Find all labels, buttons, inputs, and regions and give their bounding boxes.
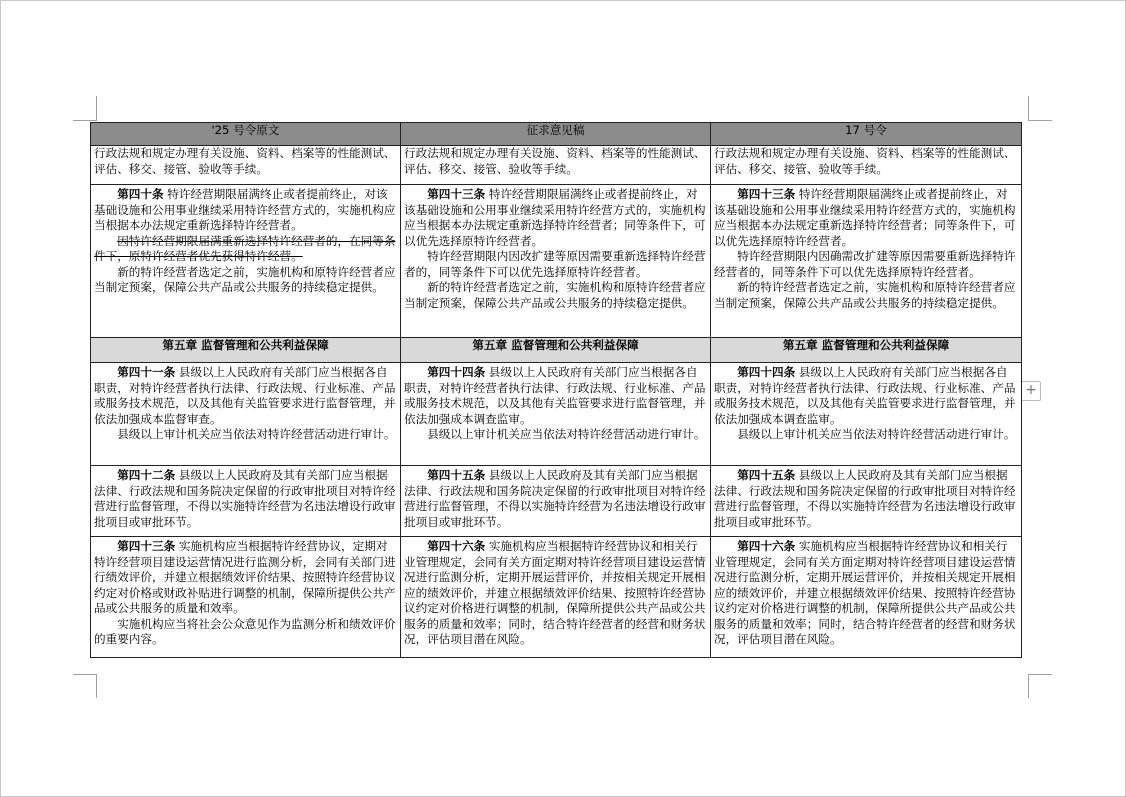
article-paragraph: 特许经营期限内因确需改扩建等原因需要重新选择特许经营者的，同等条件下可以优先选择原特许经营者。 — [714, 249, 1016, 279]
col-header-order17: 17 号令 — [711, 123, 1022, 146]
crop-mark-tr-h — [1028, 120, 1052, 121]
table-cell — [91, 466, 401, 537]
article-paragraph — [404, 468, 707, 530]
article-paragraph: 新的特许经营者选定之前，实施机构和原特许经营者应当制定预案，保障公共产品或公共服务的持续稳定提供。 — [404, 280, 706, 310]
crop-mark-tl-h — [73, 120, 97, 121]
article-number: 第四十一条 — [117, 365, 176, 379]
table-cell — [91, 185, 401, 338]
cell-text: 行政法规和规定办理有关设施、资料、档案等的性能测试、评估、移交、接管、验收等手续。 — [404, 146, 706, 176]
table-row — [91, 466, 1022, 537]
article-number: 第四十六条 — [427, 539, 486, 553]
article-paragraph — [94, 468, 397, 530]
article-paragraph: 实施机构应当将社会公众意见作为监测分析和绩效评价的重要内容。 — [94, 616, 396, 646]
table-cell — [91, 363, 401, 466]
article-paragraph — [714, 539, 1018, 648]
article-number: 第四十六条 — [737, 539, 796, 553]
table-row — [91, 146, 1022, 185]
article-paragraph — [714, 468, 1018, 530]
article-text: 特许经营期限届满终止或者提前终止，对该基础设施和公用事业继续采用特许经营方式的，实施机构应当根据本办法规定重新选择特许经营者；同等条件下，可以优先选择原特许经营者。 — [404, 187, 706, 248]
article-number: 第四十三条 — [737, 187, 796, 201]
article-paragraph: 县级以上审计机关应当依法对特许经营活动进行审计。 — [737, 427, 1016, 441]
crop-mark-br-v — [1028, 674, 1029, 698]
article-number: 第四十三条 — [117, 539, 176, 553]
article-text: 实施机构应当根据特许经营协议和相关行业管理规定，会同有关方面定期对特许经营项目建设运营情况进行监测分析，定期开展运营评价，并按相关规定开展相应的绩效评价，并建立根据绩效评价结果、按照特许经营协议约定对价格进行调整的机制，保障所提供公共产品或公共服务的质量和效率；同时，结合特许经营者的经营和财务状况，评估项目潜在风险。 — [404, 539, 706, 646]
crop-mark-tr-v — [1028, 96, 1029, 120]
article-text: 县级以上人民政府及其有关部门应当根据法律、行政法规和国务院决定保留的行政审批项目对特许经营进行监督管理，不得以实施特许经营为名违法增设行政审批项目或审批环节。 — [404, 468, 706, 529]
article-paragraph — [404, 365, 707, 427]
table-row — [91, 537, 1022, 658]
article-paragraph: 新的特许经营者选定之前，实施机构和原特许经营者应当制定预案，保障公共产品或公共服务的持续稳定提供。 — [714, 280, 1016, 310]
chapter-row — [91, 338, 1022, 363]
crop-mark-bl-v — [96, 674, 97, 698]
struck-paragraph: 因特许经营期限届满重新选择特许经营者的，在同等条件下，原特许经营者优先获得特许经营。 — [94, 233, 396, 263]
article-paragraph — [94, 187, 397, 234]
article-text: 县级以上人民政府及其有关部门应当根据法律、行政法规和国务院决定保留的行政审批项目对特许经营进行监督管理，不得以实施特许经营为名违法增设行政审批项目或审批环节。 — [714, 468, 1016, 529]
article-text: 实施机构应当根据特许经营协议和相关行业管理规定，会同有关方面定期对特许经营项目建设运营情况进行监测分析，定期开展运营评价，并按相关规定开展相应的绩效评价，并建立根据绩效评价结果、按照特许经营协议约定对价格进行调整的机制，保障所提供公共产品或公共服务的质量和效率；同时，结合特许经营者的经营和财务状况，评估项目潜在风险。 — [714, 539, 1016, 646]
table-cell — [711, 146, 1022, 185]
article-paragraph — [94, 365, 397, 427]
article-number: 第四十五条 — [737, 468, 796, 482]
table-cell — [711, 363, 1022, 466]
article-paragraph — [404, 187, 707, 249]
article-paragraph — [714, 187, 1018, 249]
article-text: 实施机构应当根据特许经营协议，定期对特许经营项目建设运营情况进行监测分析，会同有关部门进行绩效评价，并建立根据绩效评价结果、按照特许经营协议约定对价格或财政补贴进行调整的机制，保障所提供公共产品或公共服务的质量和效率。 — [94, 539, 396, 615]
article-paragraph — [714, 365, 1018, 427]
crop-mark-tl-v — [96, 96, 97, 120]
article-number: 第四十二条 — [117, 468, 176, 482]
article-number: 第四十三条 — [427, 187, 486, 201]
table-cell — [401, 146, 711, 185]
chapter-title: 第五章 监督管理和公共利益保障 — [401, 338, 711, 363]
article-paragraph: 县级以上审计机关应当依法对特许经营活动进行审计。 — [117, 427, 396, 441]
article-text: 县级以上人民政府有关部门应当根据各自职责，对特许经营者执行法律、行政法规、行业标准、产品或服务技术规范，以及其他有关监管要求进行监督管理，并依法加强成本调查监审。 — [714, 365, 1016, 426]
table-cell — [91, 537, 401, 658]
article-text: 特许经营期限届满终止或者提前终止，对该基础设施和公用事业继续采用特许经营方式的，实施机构应当根据本办法规定重新选择特许经营者。 — [94, 187, 396, 232]
table-row — [91, 363, 1022, 466]
table-cell — [711, 466, 1022, 537]
table-cell — [711, 185, 1022, 338]
article-text: 特许经营期限届满终止或者提前终止，对该基础设施和公用事业继续采用特许经营方式的，实施机构应当根据本办法规定重新选择特许经营者；同等条件下，可以优先选择原特许经营者。 — [714, 187, 1016, 248]
table-cell — [91, 146, 401, 185]
article-number: 第四十四条 — [737, 365, 796, 379]
add-icon[interactable]: + — [1021, 381, 1041, 401]
article-paragraph — [94, 539, 397, 617]
cell-text: 行政法规和规定办理有关设施、资料、档案等的性能测试、评估、移交、接管、验收等手续。 — [94, 146, 396, 176]
article-paragraph: 新的特许经营者选定之前，实施机构和原特许经营者应当制定预案，保障公共产品或公共服务的持续稳定提供。 — [94, 264, 396, 294]
table-row — [91, 185, 1022, 338]
article-paragraph: 县级以上审计机关应当依法对特许经营活动进行审计。 — [427, 427, 706, 441]
table-cell — [711, 537, 1022, 658]
article-paragraph — [404, 539, 707, 648]
table-cell — [401, 466, 711, 537]
article-number: 第四十五条 — [427, 468, 486, 482]
crop-mark-br-h — [1028, 674, 1052, 675]
article-paragraph: 特许经营期限内因改扩建等原因需要重新选择特许经营者的，同等条件下可以优先选择原特许经营者。 — [404, 249, 706, 279]
col-header-original: '25 号令原文 — [91, 123, 401, 146]
cell-text: 行政法规和规定办理有关设施、资料、档案等的性能测试、评估、移交、接管、验收等手续。 — [714, 146, 1016, 176]
table-cell — [401, 185, 711, 338]
article-text: 县级以上人民政府有关部门应当根据各自职责，对特许经营者执行法律、行政法规、行业标准、产品或服务技术规范，以及其他有关监管要求进行监督管理，并依法加强成本调查监审。 — [404, 365, 706, 426]
crop-mark-bl-h — [73, 674, 97, 675]
table-cell — [401, 363, 711, 466]
article-text: 县级以上人民政府有关部门应当根据各自职责，对特许经营者执行法律、行政法规、行业标准、产品或服务技术规范，以及其他有关监管要求进行监督管理，并依法加强成本监督审查。 — [94, 365, 396, 426]
header-row — [91, 123, 1022, 146]
comparison-table — [90, 122, 1022, 658]
article-text: 县级以上人民政府及其有关部门应当根据法律、行政法规和国务院决定保留的行政审批项目对特许经营进行监督管理，不得以实施特许经营为名违法增设行政审批项目或审批环节。 — [94, 468, 396, 529]
article-number: 第四十四条 — [427, 365, 486, 379]
chapter-title: 第五章 监督管理和公共利益保障 — [91, 338, 401, 363]
article-number: 第四十条 — [117, 187, 164, 201]
chapter-title: 第五章 监督管理和公共利益保障 — [711, 338, 1022, 363]
table-cell — [401, 537, 711, 658]
col-header-draft: 征求意见稿 — [401, 123, 711, 146]
